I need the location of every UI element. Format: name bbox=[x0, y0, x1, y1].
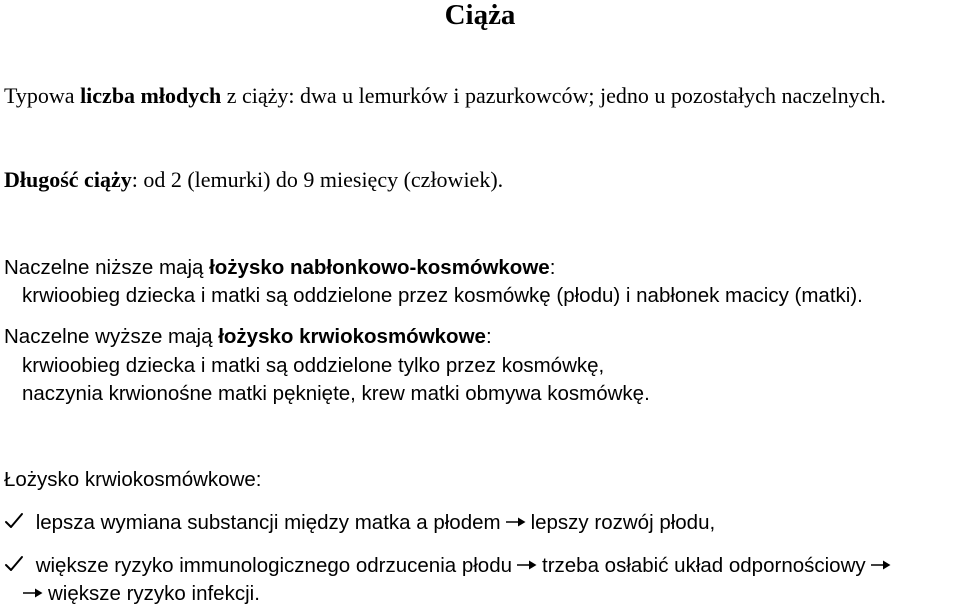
right-arrow-icon bbox=[870, 559, 892, 571]
page-title: Ciąża bbox=[444, 0, 516, 31]
higher-primates-heading: Naczelne wyższe mają łożysko krwiokosmówkowe: bbox=[4, 325, 492, 348]
gestation-term: Długość ciąży bbox=[4, 167, 132, 192]
list-item-continuation: większe ryzyko infekcji. bbox=[22, 581, 260, 607]
hemochorial-term: łożysko krwiokosmówkowe bbox=[218, 325, 486, 348]
check-icon bbox=[4, 511, 24, 531]
litter-size-line: Typowa liczba młodych z ciąży: dwa u lemurków i pazurkowców; jedno u pozostałych naczelnych. bbox=[4, 83, 886, 108]
gestation-line: Długość ciąży: od 2 (lemurki) do 9 miesięcy (człowiek). bbox=[4, 167, 504, 192]
lower-primates-description: krwioobieg dziecka i matki są oddzielone przez kosmówkę (płodu) i nabłonek macicy (matki). bbox=[22, 284, 863, 307]
right-arrow-icon bbox=[22, 587, 44, 599]
check-icon bbox=[4, 554, 24, 574]
right-arrow-icon bbox=[516, 559, 538, 571]
list-item: lepsza wymiana substancji między matka a płodem lepszy rozwój płodu, bbox=[4, 510, 715, 536]
higher-primates-description-2: naczynia krwionośne matki pęknięte, krew matki obmywa kosmówkę. bbox=[22, 382, 650, 405]
litter-size-term: liczba młodych bbox=[80, 83, 222, 108]
higher-primates-description-1: krwioobieg dziecka i matki są oddzielone tylko przez kosmówkę, bbox=[22, 354, 605, 377]
right-arrow-icon bbox=[505, 516, 527, 528]
list-item: większe ryzyko immunologicznego odrzucenia płodu trzeba osłabić układ odpornościowy bbox=[4, 553, 896, 579]
epitheliochorial-term: łożysko nabłonkowo-kosmówkowe bbox=[209, 256, 550, 279]
lower-primates-heading: Naczelne niższe mają łożysko nabłonkowo-kosmówkowe: bbox=[4, 256, 556, 279]
placenta-heading: Łożysko krwiokosmówkowe: bbox=[4, 468, 262, 491]
